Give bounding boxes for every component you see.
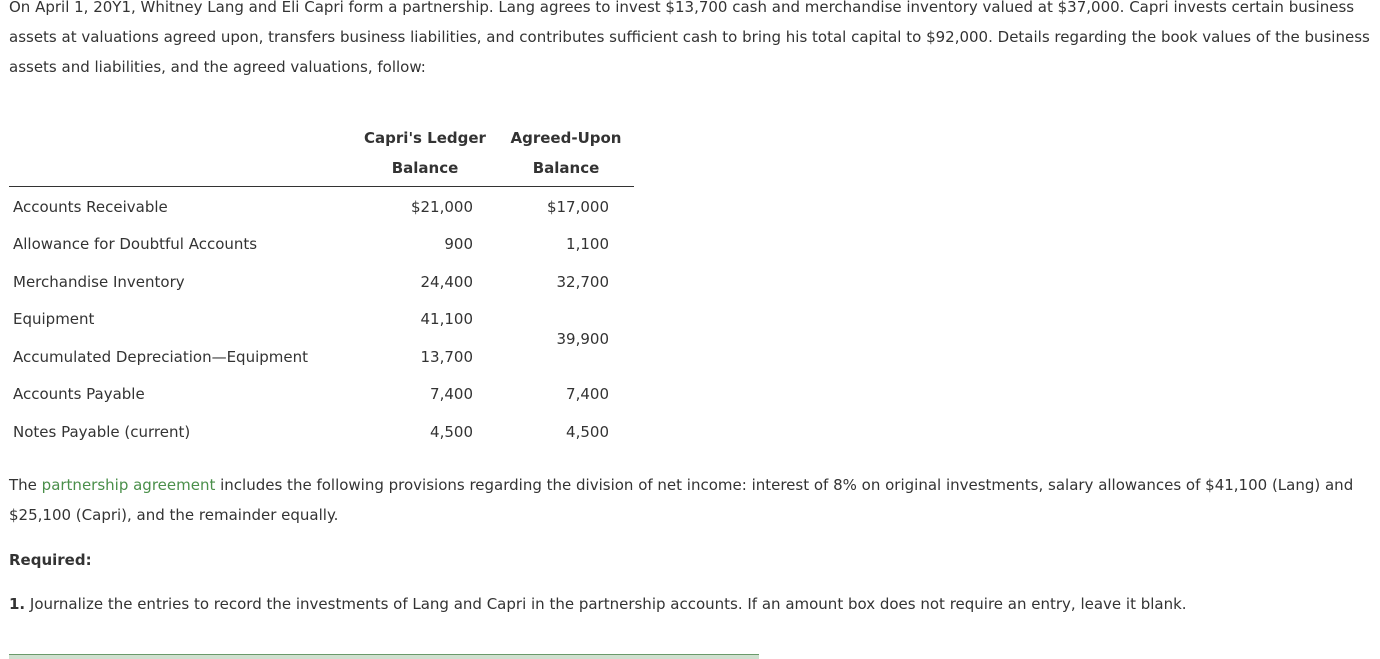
required-heading: Required: [9,551,92,569]
header-agreed-line2: Balance [532,159,600,177]
task-instruction [9,589,1187,619]
row-ledger-value: 900 [444,235,473,253]
row-label: Equipment [13,310,95,328]
row-agreed-value: $17,000 [546,198,609,216]
task-number: 1. [9,595,26,613]
row-label: Accumulated Depreciation—Equipment [13,348,309,366]
table-row [9,267,634,297]
row-ledger-value: 13,700 [420,348,473,366]
equipment-agreed-value: 39,900 [556,330,609,348]
row-label: Allowance for Doubtful Accounts [13,235,258,253]
row-ledger-value: 4,500 [430,423,473,441]
table-row [9,417,634,447]
journal-panel-top-edge [9,654,759,659]
header-agreed-balance [506,123,626,183]
row-label: Notes Payable (current) [13,423,191,441]
intro-paragraph: On April 1, 20Y1, Whitney Lang and Eli Capri form a partnership. Lang agrees to invest $13,700 cash and merchandise inventory valued at $37,000. Capri invests certain business assets at valuations agreed upon, transfers business liabilities, and contributes sufficient cash to bring his total capital to $92,000. Details regarding the book values of the business assets and liabilities, and the agreed valuations, follow: [9,0,1370,76]
row-agreed-value: 4,500 [566,423,609,441]
row-ledger-value: 7,400 [430,385,473,403]
table-row [9,192,634,222]
task-text: Journalize the entries to record the investments of Lang and Capri in the partnership accounts. If an amount box does not require an entry, leave it blank. [25,595,1187,613]
header-agreed-line1: Agreed-Upon [510,129,622,147]
table-row [9,304,634,334]
partnership-agreement-link[interactable]: partnership agreement [41,476,216,494]
header-divider [9,186,634,187]
row-ledger-value: $21,000 [410,198,473,216]
table-row [9,342,634,372]
row-ledger-value: 41,100 [420,310,473,328]
row-agreed-value: 32,700 [556,273,609,291]
table-row [9,379,634,409]
header-ledger-balance [360,123,490,183]
row-ledger-value: 24,400 [420,273,473,291]
row-label: Accounts Receivable [13,198,168,216]
table-row [9,229,634,259]
agreement-text-before: The [9,476,42,494]
agreement-paragraph [9,470,1377,530]
row-agreed-value: 1,100 [566,235,609,253]
header-ledger-line2: Balance [391,159,459,177]
agreement-text-after: includes the following provisions regarding the division of net income: interest of 8% on original investments, salary allowances of $41,100 (Lang) and $25,100 (Capri), and the remainder equally. [9,476,1354,524]
row-label: Merchandise Inventory [13,273,185,291]
row-agreed-value: 7,400 [566,385,609,403]
row-label: Accounts Payable [13,385,145,403]
header-ledger-line1: Capri's Ledger [364,129,486,147]
